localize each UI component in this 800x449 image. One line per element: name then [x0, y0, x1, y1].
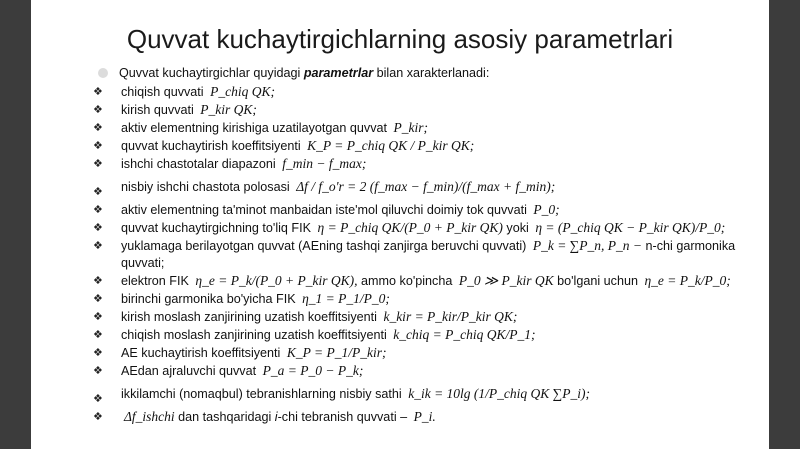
- item-text-3: -chi tebranish quvvati –: [277, 410, 408, 424]
- list-item-ikkilamchi: [93, 380, 765, 408]
- diamond-bullet-icon: ❖: [93, 185, 103, 198]
- diamond-bullet-icon: ❖: [93, 239, 103, 252]
- list-item-kuchaytirish-koeff: [93, 137, 765, 155]
- list-item-aktiv-kirish: [93, 119, 765, 137]
- diamond-bullet-icon: ❖: [93, 410, 103, 423]
- item-formula: K_P = P_chiq QK / P_kir QK;: [307, 138, 475, 153]
- diamond-bullet-icon: ❖: [93, 274, 103, 287]
- diamond-bullet-icon: ❖: [93, 310, 103, 323]
- intro-emphasis: parametrlar: [303, 66, 374, 80]
- item-formula: k_kir = P_kir/P_kir QK;: [383, 309, 518, 324]
- item-formula: Δf / f_o'r = 2 (f_max − f_min)/(f_max + f_min);: [296, 179, 556, 194]
- item-text-2: ammo ko'pincha: [361, 274, 453, 288]
- item-formula: P_0;: [533, 202, 560, 217]
- item-formula: Δf_ishchi: [124, 409, 175, 424]
- item-formula-2: P_i.: [413, 409, 436, 424]
- list-item-kirish-quvvati: [93, 101, 765, 119]
- item-formula-3: η_e = P_k/P_0;: [644, 273, 731, 288]
- item-formula: η = P_chiq QK/(P_0 + P_kir QK): [317, 220, 503, 235]
- item-text: quvvat kuchaytirish koeffitsiyenti: [121, 139, 301, 153]
- list-item-toliq-fik: [93, 219, 765, 237]
- item-text: AE kuchaytirish koeffitsiyenti: [121, 346, 281, 360]
- item-formula: P_k = ∑P_n, P_n −: [532, 238, 643, 253]
- item-text: ikkilamchi (nomaqbul) tebranishlarning nisbiy sathi: [121, 387, 402, 401]
- diamond-bullet-icon: ❖: [93, 139, 103, 152]
- intro-text-after: bilan xarakterlanadi:: [373, 66, 490, 80]
- item-text-2: n-chi garmonika quvvati;: [121, 239, 736, 270]
- circle-bullet-icon: [98, 68, 108, 78]
- slide-title: Quvvat kuchaytirgichlarning asosiy parametrlari: [126, 24, 674, 54]
- list-item-birinchi-garmonika: [93, 290, 765, 308]
- diamond-bullet-icon: ❖: [93, 85, 103, 98]
- item-text-2: yoki: [506, 221, 529, 235]
- intro-text-before: Quvvat kuchaytirgichlar quyidagi: [119, 66, 304, 80]
- item-text-3: bo'lgani uchun: [557, 274, 638, 288]
- diamond-bullet-icon: ❖: [93, 103, 103, 116]
- item-text: yuklamaga berilayotgan quvvat (AEning tashqi zanjirga beruvchi quvvati): [121, 239, 527, 253]
- diamond-bullet-icon: ❖: [93, 203, 103, 216]
- item-formula: P_kir QK;: [200, 102, 257, 117]
- list-item-chiqish-moslash: [93, 326, 765, 344]
- item-text: quvvat kuchaytirgichning to'liq FIK: [121, 221, 312, 235]
- item-formula-2: P_0 ≫ P_kir QK: [458, 273, 554, 288]
- item-text: chiqish quvvati: [121, 85, 204, 99]
- list-item-kirish-moslash: [93, 308, 765, 326]
- diamond-bullet-icon: ❖: [93, 392, 103, 405]
- item-text-2: i: [274, 410, 278, 424]
- item-formula: K_P = P_1/P_kir;: [286, 345, 387, 360]
- item-formula: k_chiq = P_chiq QK/P_1;: [393, 327, 536, 342]
- list-item-yuklama-quvvat: [93, 237, 765, 272]
- item-formula: η_1 = P_1/P_0;: [302, 291, 390, 306]
- list-item-nisbiy-polosa: [93, 173, 765, 201]
- list-item-elektron-fik: [93, 272, 765, 290]
- list-item-ae-ajraluvchi: [93, 362, 765, 380]
- item-text: chiqish moslash zanjirining uzatish koeffitsiyenti: [121, 328, 387, 342]
- diamond-bullet-icon: ❖: [93, 346, 103, 359]
- item-text: ishchi chastotalar diapazoni: [121, 157, 276, 171]
- diamond-bullet-icon: ❖: [93, 221, 103, 234]
- intro-line: [93, 65, 765, 83]
- item-formula: f_min − f_max;: [282, 156, 367, 171]
- diamond-bullet-icon: ❖: [93, 121, 103, 134]
- diamond-bullet-icon: ❖: [93, 364, 103, 377]
- list-item-chiqish-quvvati: [93, 83, 765, 101]
- list-item-chastota-diapazon: [93, 155, 765, 173]
- item-formula: P_a = P_0 − P_k;: [262, 363, 364, 378]
- list-item-ae-kuchaytirish: [93, 344, 765, 362]
- item-text: dan tashqaridagi: [178, 410, 272, 424]
- item-text: kirish moslash zanjirining uzatish koeffitsiyenti: [121, 310, 377, 324]
- slide: [31, 0, 769, 449]
- item-text: elektron FIK: [121, 274, 189, 288]
- slide-content: [93, 65, 765, 426]
- item-formula: k_ik = 10lg (1/P_chiq QK ∑P_i);: [408, 386, 591, 401]
- item-text: nisbiy ishchi chastota polosasi: [121, 180, 290, 194]
- diamond-bullet-icon: ❖: [93, 292, 103, 305]
- item-text: aktiv elementning kirishiga uzatilayotgan quvvat: [121, 121, 388, 135]
- item-text: kirish quvvati: [121, 103, 194, 117]
- item-formula-2: η = (P_chiq QK − P_kir QK)/P_0;: [535, 220, 726, 235]
- item-text: aktiv elementning ta'minot manbaidan iste'mol qiluvchi doimiy tok quvvati: [121, 203, 527, 217]
- item-text: birinchi garmonika bo'yicha FIK: [121, 292, 296, 306]
- list-item-tashqaridagi: [93, 408, 765, 426]
- item-formula: P_chiq QK;: [210, 84, 275, 99]
- item-formula: η_e = P_k/(P_0 + P_kir QK),: [195, 273, 358, 288]
- item-text: AEdan ajraluvchi quvvat: [121, 364, 257, 378]
- list-item-doimiy-tok: [93, 201, 765, 219]
- diamond-bullet-icon: ❖: [93, 328, 103, 341]
- item-formula: P_kir;: [393, 120, 429, 135]
- diamond-bullet-icon: ❖: [93, 157, 103, 170]
